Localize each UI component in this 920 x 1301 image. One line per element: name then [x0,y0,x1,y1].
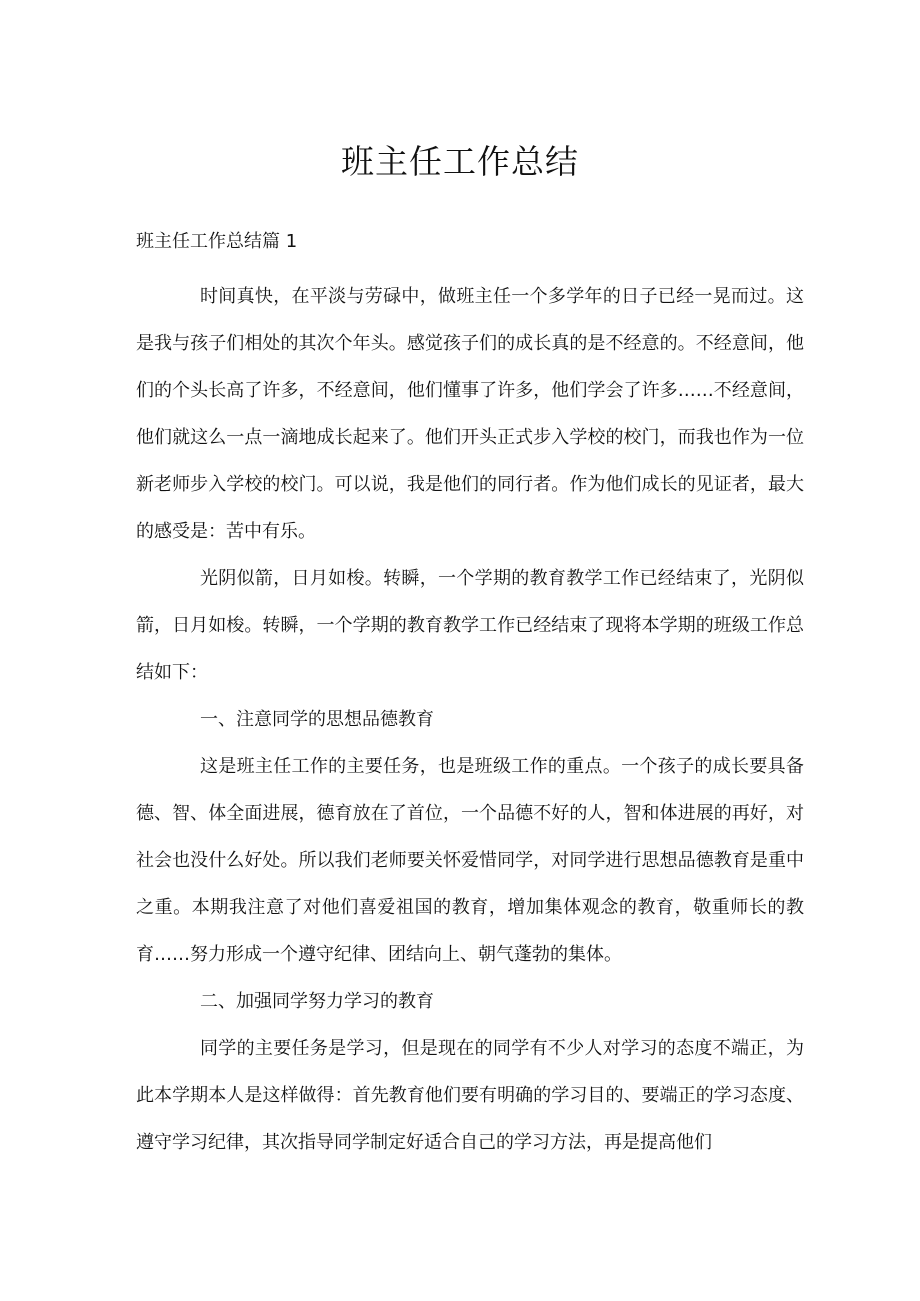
section-heading-study-education: 二、加强同学努力学习的教育 [200,991,434,1012]
paragraph-intro: 时间真快，在平淡与劳碌中，做班主任一个多学年的日子已经一晃而过。这是我与孩子们相处的其次个年头。感觉孩子们的成长真的是不经意的。不经意间，他们的个头长高了许多，不经意间，他们懂事了许多，他们学会了许多……不经意间，他们就这么一点一滴地成长起来了。他们开头正式步入学校的校门，而我也作为一位新老师步入学校的校门。可以说，我是他们的同行者。作为他们成长的见证者，最大的感受是：苦中有乐。 [136,286,804,542]
document-title: 班主任工作总结 [341,142,579,181]
section-subtitle: 班主任工作总结篇 1 [136,231,298,252]
paragraph-study-education: 同学的主要任务是学习，但是现在的同学有不少人对学习的态度不端正，为此本学期本人是这样做得：首先教育他们要有明确的学习目的、要端正的学习态度、遵守学习纪律，其次指导同学制定好适合自己的学习方法，再是提高他们 [136,1038,804,1153]
document-body [136,273,804,1166]
section-heading-moral-education: 一、注意同学的思想品德教育 [200,709,434,730]
paragraph-summary-lead: 光阴似箭，日月如梭。转瞬，一个学期的教育教学工作已经结束了，光阴似箭，日月如梭。转瞬，一个学期的教育教学工作已经结束了现将本学期的班级工作总结如下： [136,568,804,683]
paragraph-moral-education: 这是班主任工作的主要任务，也是班级工作的重点。一个孩子的成长要具备德、智、体全面进展，德育放在了首位，一个品德不好的人，智和体进展的再好，对社会也没什么好处。所以我们老师要关怀爱惜同学，对同学进行思想品德教育是重中之重。本期我注意了对他们喜爱祖国的教育，增加集体观念的教育，敬重师长的教育……努力形成一个遵守纪律、团结向上、朝气蓬勃的集体。 [136,756,804,965]
